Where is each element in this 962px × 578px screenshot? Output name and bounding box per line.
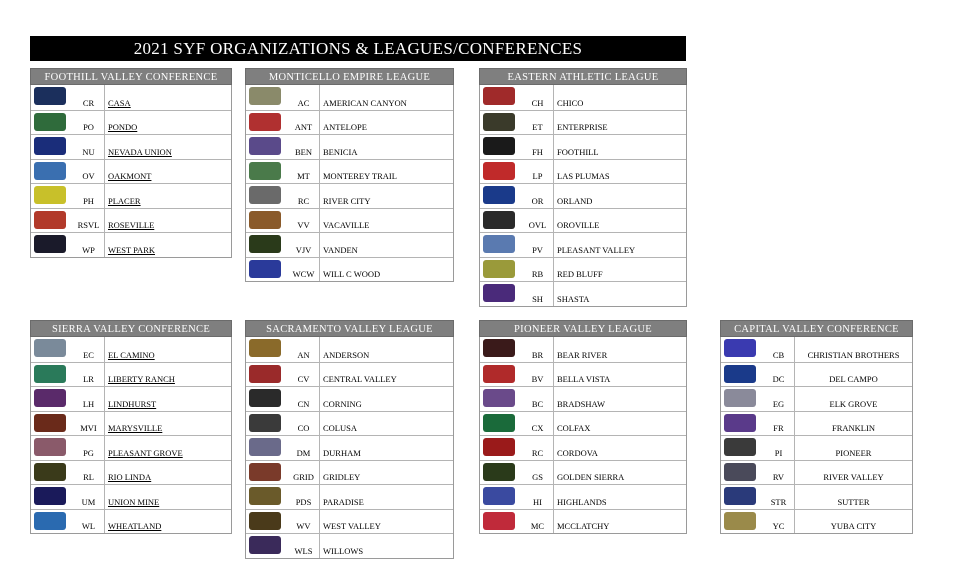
league-header: SIERRA VALLEY CONFERENCE — [30, 320, 232, 337]
team-abbreviation: PO — [73, 111, 105, 135]
team-row — [31, 85, 231, 110]
team-name: CORDOVA — [557, 447, 598, 458]
team-abbreviation: LP — [522, 160, 554, 184]
team-name: LAS PLUMAS — [557, 171, 610, 181]
team-row — [31, 362, 231, 387]
team-row — [480, 85, 686, 110]
team-logo-icon — [721, 461, 763, 485]
team-logo-icon — [246, 363, 288, 387]
league-foothill-valley — [30, 68, 232, 258]
league-table — [479, 337, 687, 534]
team-abbreviation: VV — [288, 209, 320, 233]
team-row — [31, 183, 231, 208]
team-logo-icon — [480, 436, 522, 460]
league-header: CAPITAL VALLEY CONFERENCE — [720, 320, 913, 337]
team-abbreviation: AC — [288, 85, 320, 110]
team-logo-icon — [31, 111, 73, 135]
team-name: HIGHLANDS — [557, 496, 607, 507]
team-abbreviation: HI — [522, 485, 554, 509]
team-abbreviation: CV — [288, 363, 320, 387]
team-name: BEAR RIVER — [557, 349, 608, 360]
team-name: CHRISTIAN BROTHERS — [807, 349, 900, 360]
team-name: GRIDLEY — [323, 472, 361, 482]
team-name: RIO LINDA — [108, 472, 152, 482]
team-name: CASA — [108, 97, 131, 108]
team-logo-icon — [31, 485, 73, 509]
team-logo-icon — [31, 184, 73, 208]
team-logo-icon — [31, 337, 73, 362]
league-header: EASTERN ATHLETIC LEAGUE — [479, 68, 687, 85]
team-abbreviation: DC — [763, 363, 795, 387]
team-name: PLACER — [108, 195, 141, 206]
team-abbreviation: LH — [73, 387, 105, 411]
team-logo-icon — [246, 485, 288, 509]
team-abbreviation: NU — [73, 135, 105, 159]
team-name: LINDHURST — [108, 398, 157, 409]
team-abbreviation: EC — [73, 337, 105, 362]
team-abbreviation: CH — [522, 85, 554, 110]
team-row — [31, 208, 231, 233]
team-abbreviation: GRID — [288, 461, 320, 485]
team-logo-icon — [480, 363, 522, 387]
team-abbreviation: PH — [73, 184, 105, 208]
team-row — [246, 460, 453, 485]
team-row — [480, 435, 686, 460]
team-row — [480, 110, 686, 135]
team-row — [480, 386, 686, 411]
team-logo-icon — [31, 387, 73, 411]
team-logo-icon — [246, 412, 288, 436]
team-row — [31, 232, 231, 257]
team-logo-icon — [480, 160, 522, 184]
team-row — [721, 484, 912, 509]
team-abbreviation: WV — [288, 510, 320, 534]
team-abbreviation: LR — [73, 363, 105, 387]
team-name: PIONEER — [835, 447, 872, 458]
league-table — [479, 85, 687, 307]
team-logo-icon — [31, 135, 73, 159]
team-name: NEVADA UNION — [108, 146, 172, 157]
team-name: VANDEN — [323, 244, 358, 255]
team-row — [246, 509, 453, 534]
team-logo-icon — [246, 111, 288, 135]
team-name: COLUSA — [323, 423, 358, 433]
team-logo-icon — [480, 412, 522, 436]
team-logo-icon — [246, 534, 288, 558]
team-row — [31, 484, 231, 509]
team-name: MARYSVILLE — [108, 423, 163, 433]
team-row — [246, 183, 453, 208]
team-abbreviation: PDS — [288, 485, 320, 509]
team-row — [31, 159, 231, 184]
team-abbreviation: RL — [73, 461, 105, 485]
team-row — [246, 386, 453, 411]
team-name: OAKMONT — [108, 171, 152, 181]
league-monticello-empire — [245, 68, 454, 282]
team-name: CORNING — [323, 398, 362, 409]
team-name: YUBA CITY — [830, 521, 877, 531]
team-name: LIBERTY RANCH — [108, 374, 175, 384]
team-name: GOLDEN SIERRA — [557, 472, 625, 482]
team-logo-icon — [480, 510, 522, 534]
team-abbreviation: RC — [288, 184, 320, 208]
team-logo-icon — [480, 85, 522, 110]
team-abbreviation: MC — [522, 510, 554, 534]
team-abbreviation: BC — [522, 387, 554, 411]
league-sacramento-valley — [245, 320, 454, 559]
team-logo-icon — [480, 387, 522, 411]
team-row — [480, 232, 686, 257]
team-abbreviation: WL — [73, 510, 105, 534]
team-logo-icon — [246, 337, 288, 362]
team-row — [721, 362, 912, 387]
team-logo-icon — [480, 485, 522, 509]
team-abbreviation: CX — [522, 412, 554, 436]
team-logo-icon — [480, 233, 522, 257]
team-logo-icon — [246, 233, 288, 257]
team-abbreviation: WLS — [288, 534, 320, 558]
team-row — [246, 257, 453, 282]
team-name: FRANKLIN — [832, 423, 875, 433]
team-name: BELLA VISTA — [557, 374, 611, 384]
team-row — [31, 509, 231, 534]
team-row — [246, 85, 453, 110]
team-abbreviation: GS — [522, 461, 554, 485]
team-abbreviation: MVI — [73, 412, 105, 436]
team-logo-icon — [31, 209, 73, 233]
team-logo-icon — [31, 160, 73, 184]
team-row — [480, 183, 686, 208]
team-name: FOOTHILL — [557, 146, 599, 157]
team-abbreviation: CR — [73, 85, 105, 110]
league-table — [245, 337, 454, 559]
team-abbreviation: RC — [522, 436, 554, 460]
league-sierra-valley — [30, 320, 232, 534]
team-name: PARADISE — [323, 496, 364, 507]
team-name: DURHAM — [323, 447, 361, 458]
team-abbreviation: FH — [522, 135, 554, 159]
team-logo-icon — [721, 363, 763, 387]
team-logo-icon — [721, 412, 763, 436]
team-abbreviation: PI — [763, 436, 795, 460]
team-abbreviation: WCW — [288, 258, 320, 282]
team-name: DEL CAMPO — [829, 374, 878, 384]
team-row — [246, 134, 453, 159]
team-name: SUTTER — [837, 496, 870, 507]
team-name: BENICIA — [323, 146, 358, 157]
team-row — [480, 257, 686, 282]
team-logo-icon — [246, 135, 288, 159]
team-name: PLEASANT GROVE — [108, 447, 183, 458]
team-abbreviation: OVL — [522, 209, 554, 233]
team-abbreviation: RSVL — [73, 209, 105, 233]
team-name: COLFAX — [557, 423, 591, 433]
team-name: RIVER VALLEY — [823, 472, 884, 482]
team-name: WEST PARK — [108, 244, 155, 255]
league-header: MONTICELLO EMPIRE LEAGUE — [245, 68, 454, 85]
league-capital-valley — [720, 320, 913, 534]
team-abbreviation: YC — [763, 510, 795, 534]
team-row — [480, 484, 686, 509]
league-eastern-athletic — [479, 68, 687, 307]
team-row — [31, 134, 231, 159]
league-table — [245, 85, 454, 282]
team-logo-icon — [31, 510, 73, 534]
team-logo-icon — [721, 510, 763, 534]
team-logo-icon — [246, 184, 288, 208]
team-logo-icon — [31, 363, 73, 387]
team-row — [246, 484, 453, 509]
team-logo-icon — [31, 412, 73, 436]
team-name: ELK GROVE — [829, 398, 878, 409]
team-name: CHICO — [557, 97, 584, 108]
league-pioneer-valley — [479, 320, 687, 534]
team-logo-icon — [246, 510, 288, 534]
team-name: OROVILLE — [557, 220, 600, 230]
team-logo-icon — [31, 461, 73, 485]
team-name: ORLAND — [557, 195, 593, 206]
team-logo-icon — [480, 461, 522, 485]
team-name: MONTEREY TRAIL — [323, 171, 397, 181]
team-name: CENTRAL VALLEY — [323, 374, 397, 384]
team-row — [246, 232, 453, 257]
team-row — [31, 460, 231, 485]
team-abbreviation: PG — [73, 436, 105, 460]
team-row — [246, 110, 453, 135]
team-name: WHEATLAND — [108, 521, 162, 531]
team-abbreviation: UM — [73, 485, 105, 509]
team-logo-icon — [31, 85, 73, 110]
team-logo-icon — [721, 337, 763, 362]
team-abbreviation: STR — [763, 485, 795, 509]
team-row — [721, 337, 912, 362]
team-abbreviation: MT — [288, 160, 320, 184]
team-row — [480, 509, 686, 534]
team-logo-icon — [480, 282, 522, 306]
team-name: SHASTA — [557, 293, 590, 304]
team-abbreviation: FR — [763, 412, 795, 436]
team-logo-icon — [246, 387, 288, 411]
team-name: WEST VALLEY — [323, 521, 381, 531]
team-logo-icon — [480, 209, 522, 233]
team-row — [31, 411, 231, 436]
league-header: FOOTHILL VALLEY CONFERENCE — [30, 68, 232, 85]
team-logo-icon — [31, 233, 73, 257]
team-abbreviation: VJV — [288, 233, 320, 257]
team-abbreviation: ET — [522, 111, 554, 135]
team-name: PONDO — [108, 122, 138, 132]
team-name: ANDERSON — [323, 349, 370, 360]
team-row — [721, 460, 912, 485]
team-abbreviation: BV — [522, 363, 554, 387]
team-row — [480, 460, 686, 485]
team-name: UNION MINE — [108, 496, 160, 507]
team-row — [721, 509, 912, 534]
team-row — [480, 159, 686, 184]
team-abbreviation: CO — [288, 412, 320, 436]
league-header: PIONEER VALLEY LEAGUE — [479, 320, 687, 337]
league-table — [720, 337, 913, 534]
team-name: RED BLUFF — [557, 269, 603, 279]
team-logo-icon — [246, 461, 288, 485]
team-abbreviation: BR — [522, 337, 554, 362]
team-logo-icon — [246, 160, 288, 184]
team-name: EL CAMINO — [108, 349, 155, 360]
team-row — [31, 337, 231, 362]
page-title: 2021 SYF ORGANIZATIONS & LEAGUES/CONFERENCES — [30, 36, 686, 61]
team-row — [246, 159, 453, 184]
team-row — [480, 134, 686, 159]
team-logo-icon — [721, 436, 763, 460]
team-abbreviation: RB — [522, 258, 554, 282]
team-name: MCCLATCHY — [557, 521, 610, 531]
team-name: BRADSHAW — [557, 398, 605, 409]
team-row — [480, 411, 686, 436]
team-abbreviation: DM — [288, 436, 320, 460]
team-abbreviation: OR — [522, 184, 554, 208]
team-row — [246, 362, 453, 387]
team-name: RIVER CITY — [323, 195, 371, 206]
team-logo-icon — [480, 184, 522, 208]
team-row — [480, 281, 686, 306]
team-name: AMERICAN CANYON — [323, 97, 407, 108]
team-row — [246, 533, 453, 558]
team-logo-icon — [246, 85, 288, 110]
team-name: WILL C WOOD — [323, 269, 381, 279]
team-row — [31, 386, 231, 411]
team-row — [246, 411, 453, 436]
team-logo-icon — [246, 209, 288, 233]
team-name: ANTELOPE — [323, 122, 367, 132]
team-logo-icon — [480, 337, 522, 362]
team-logo-icon — [31, 436, 73, 460]
team-logo-icon — [246, 436, 288, 460]
team-name: ENTERPRISE — [557, 122, 608, 132]
team-row — [480, 208, 686, 233]
team-abbreviation: CB — [763, 337, 795, 362]
team-row — [246, 337, 453, 362]
team-name: PLEASANT VALLEY — [557, 244, 636, 255]
team-abbreviation: PV — [522, 233, 554, 257]
team-abbreviation: OV — [73, 160, 105, 184]
team-row — [480, 362, 686, 387]
team-logo-icon — [480, 258, 522, 282]
team-logo-icon — [480, 135, 522, 159]
team-abbreviation: BEN — [288, 135, 320, 159]
team-row — [246, 435, 453, 460]
team-logo-icon — [480, 111, 522, 135]
team-logo-icon — [721, 485, 763, 509]
team-abbreviation: CN — [288, 387, 320, 411]
team-abbreviation: ANT — [288, 111, 320, 135]
team-row — [480, 337, 686, 362]
team-row — [721, 411, 912, 436]
team-row — [246, 208, 453, 233]
team-row — [31, 110, 231, 135]
league-table — [30, 337, 232, 534]
league-header: SACRAMENTO VALLEY LEAGUE — [245, 320, 454, 337]
team-row — [721, 435, 912, 460]
team-name: VACAVILLE — [323, 220, 370, 230]
team-abbreviation: EG — [763, 387, 795, 411]
team-abbreviation: AN — [288, 337, 320, 362]
team-row — [721, 386, 912, 411]
team-name: ROSEVILLE — [108, 220, 155, 230]
league-table — [30, 85, 232, 258]
team-abbreviation: RV — [763, 461, 795, 485]
team-name: WILLOWS — [323, 545, 364, 556]
team-abbreviation: SH — [522, 282, 554, 306]
team-logo-icon — [246, 258, 288, 282]
team-abbreviation: WP — [73, 233, 105, 257]
team-logo-icon — [721, 387, 763, 411]
team-row — [31, 435, 231, 460]
